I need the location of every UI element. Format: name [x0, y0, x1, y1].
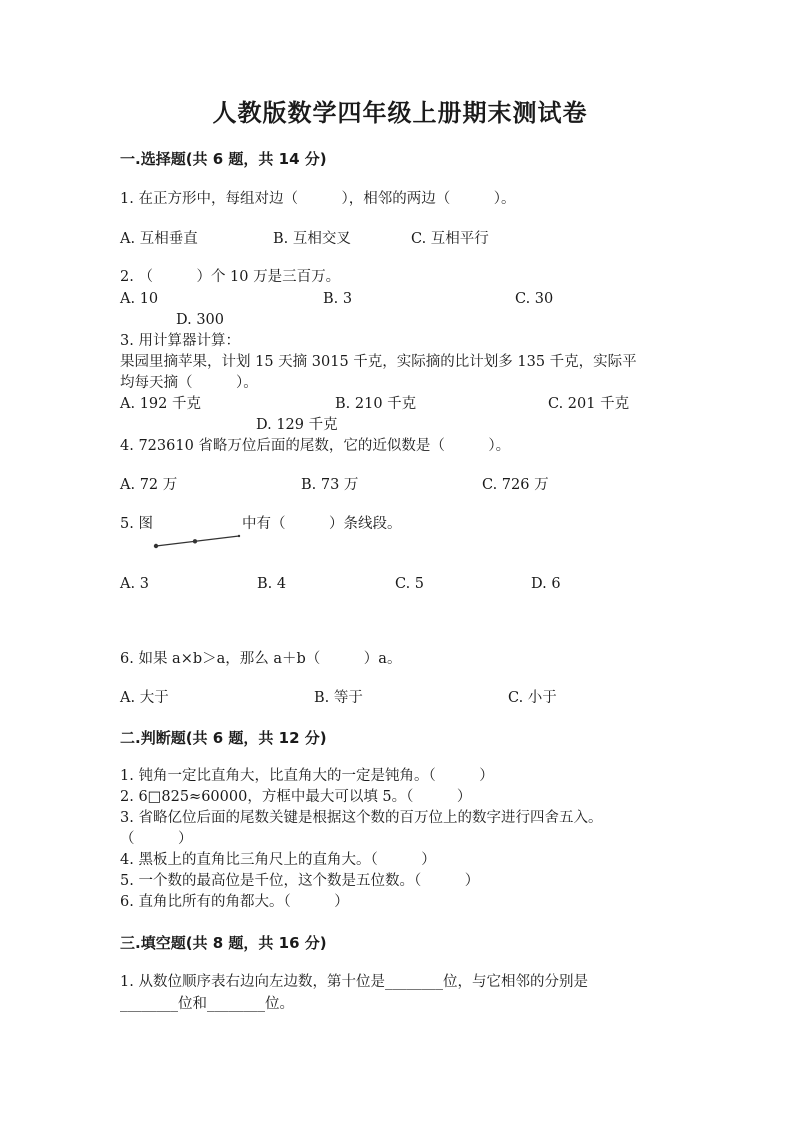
- question-6-option-c: C. 小于: [508, 690, 557, 706]
- question-2-option-c: C. 30: [515, 291, 554, 307]
- question-5-stem-start: 5. 图: [120, 516, 153, 532]
- question-1-option-b: B. 互相交叉: [273, 231, 351, 247]
- question-1-option-c: C. 互相平行: [411, 231, 489, 247]
- question-4-option-b: B. 73 万: [301, 477, 359, 493]
- question-5-option-b: B. 4: [257, 576, 287, 592]
- fill-question-1-line-2: ________位和________位。: [120, 996, 294, 1012]
- page-title: 人教版数学四年级上册期末测试卷: [212, 99, 588, 127]
- question-3-line-3: 均每天摘（ ）。: [120, 375, 258, 391]
- line-segment-figure: [153, 530, 245, 554]
- question-5-option-c: C. 5: [395, 576, 425, 592]
- question-4-option-a: A. 72 万: [120, 477, 178, 493]
- judgement-item-3: 3. 省略亿位后面的尾数关键是根据这个数的百万位上的数字进行四舍五入。: [120, 810, 603, 826]
- question-3-option-c: C. 201 千克: [548, 396, 630, 412]
- judgement-item-6: 6. 直角比所有的角都大。（ ）: [120, 894, 349, 910]
- question-2-option-b: B. 3: [323, 291, 353, 307]
- question-2-option-d: D. 300: [176, 312, 225, 328]
- question-5-stem-end: 中有（ ）条线段。: [242, 516, 402, 532]
- judgement-item-4: 4. 黑板上的直角比三角尺上的直角大。（ ）: [120, 852, 436, 868]
- question-3-option-a: A. 192 千克: [120, 396, 201, 412]
- question-2-option-a: A. 10: [120, 291, 159, 307]
- question-1-stem: 1. 在正方形中，每组对边（ ），相邻的两边（ ）。: [120, 191, 516, 207]
- question-3-line-1: 3. 用计算器计算：: [120, 333, 240, 349]
- question-6-option-b: B. 等于: [314, 690, 363, 706]
- judgement-item-3-blank: （ ）: [120, 831, 193, 847]
- judgement-item-1: 1. 钝角一定比直角大，比直角大的一定是钝角。（ ）: [120, 768, 494, 784]
- question-3-option-b: B. 210 千克: [335, 396, 417, 412]
- question-4-stem: 4. 723610 省略万位后面的尾数，它的近似数是（ ）。: [120, 438, 511, 454]
- question-3-option-d: D. 129 千克: [256, 417, 338, 433]
- question-6-stem: 6. 如果 a×b＞a，那么 a＋b（ ）a。: [120, 651, 402, 667]
- question-4-option-c: C. 726 万: [482, 477, 549, 493]
- section-heading-judgement: 二.判断题(共 6 题，共 12 分): [120, 729, 327, 747]
- question-5-option-a: A. 3: [120, 576, 149, 592]
- section-heading-fill: 三.填空题(共 8 题，共 16 分): [120, 934, 327, 952]
- question-6-option-a: A. 大于: [120, 690, 169, 706]
- fill-question-1-line-1: 1. 从数位顺序表右边向左边数，第十位是________位，与它相邻的分别是: [120, 974, 588, 990]
- question-1-option-a: A. 互相垂直: [120, 231, 198, 247]
- judgement-item-2: 2. 6□825≈60000，方框中最大可以填 5。（ ）: [120, 789, 472, 805]
- section-heading-choice: 一.选择题(共 6 题，共 14 分): [120, 150, 327, 168]
- question-5-option-d: D. 6: [531, 576, 561, 592]
- judgement-item-5: 5. 一个数的最高位是千位，这个数是五位数。（ ）: [120, 873, 480, 889]
- question-3-line-2: 果园里摘苹果，计划 15 天摘 3015 千克，实际摘的比计划多 135 千克，实际平: [120, 354, 637, 370]
- question-2-stem: 2. （ ）个 10 万是三百万。: [120, 269, 341, 285]
